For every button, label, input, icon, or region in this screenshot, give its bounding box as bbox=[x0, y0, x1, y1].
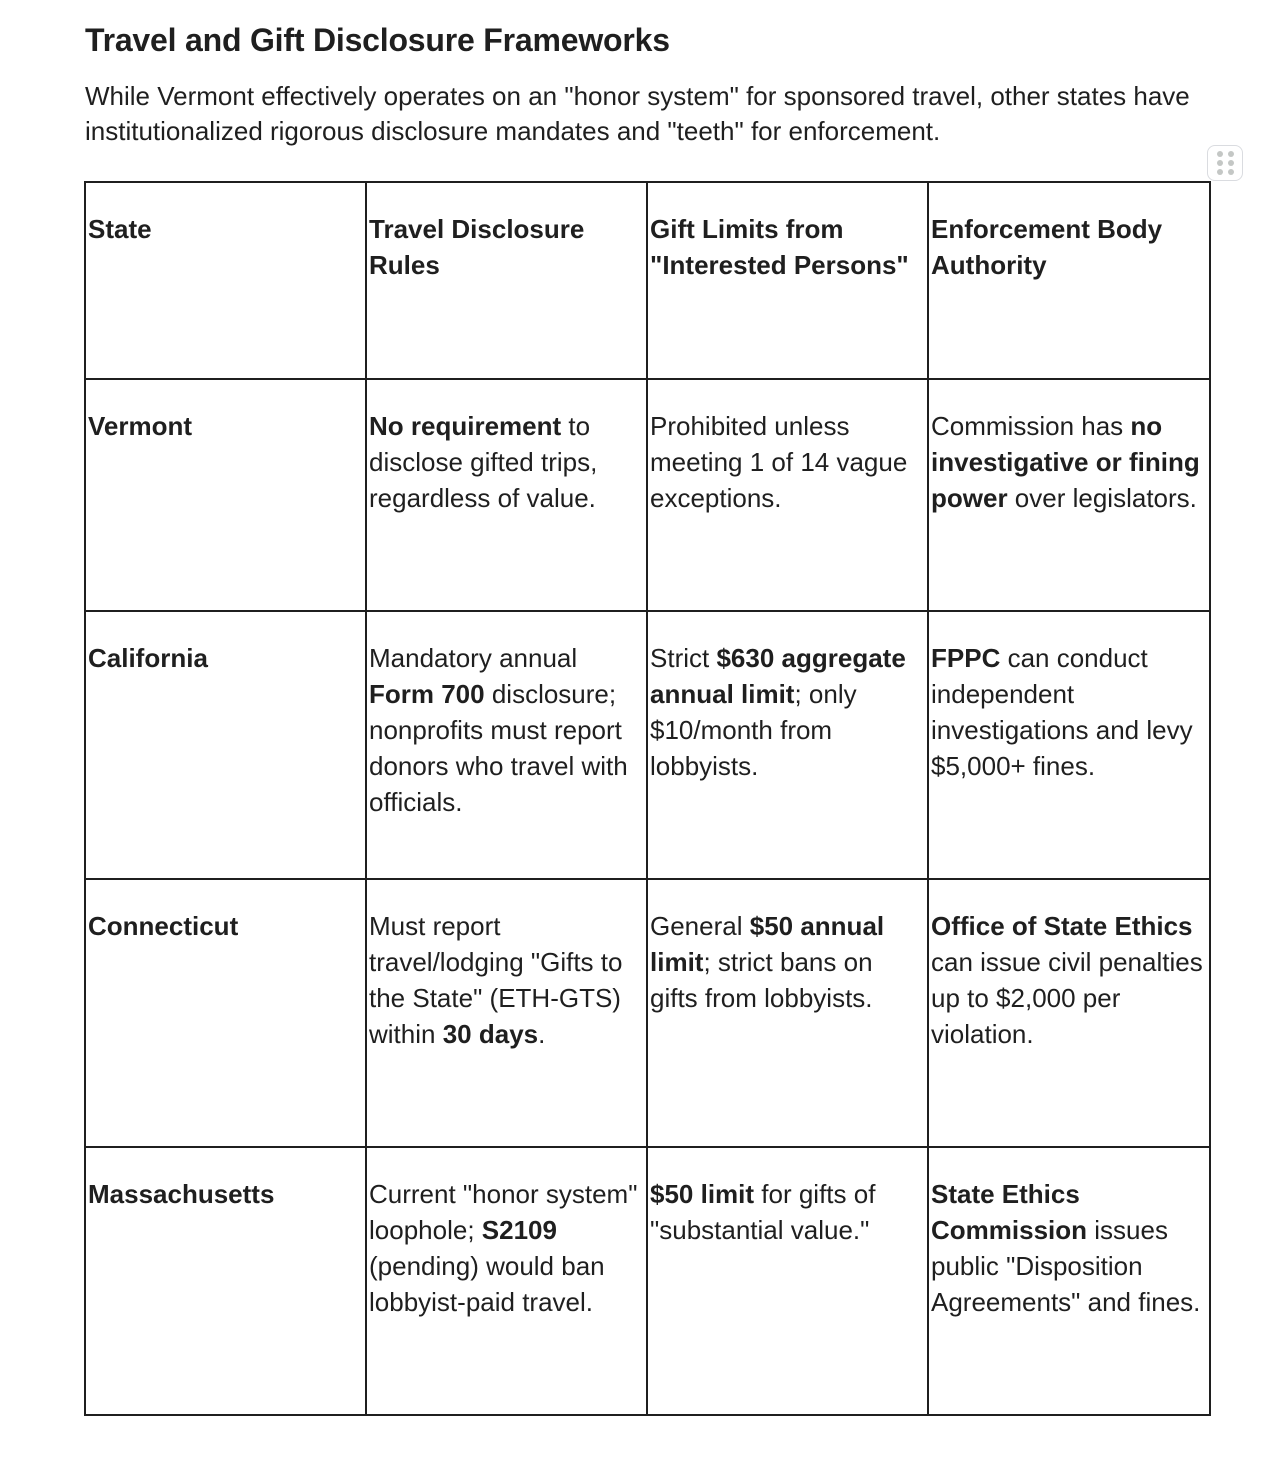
cell-text: Current "honor system" loophole; bbox=[369, 1179, 638, 1245]
emphasis-text: FPPC bbox=[931, 643, 1001, 673]
table-row bbox=[85, 611, 1210, 879]
cell-text: can conduct independent investigations and levy $5,000+ fines. bbox=[931, 643, 1193, 781]
document-heading: Travel and Gift Disclosure Frameworks bbox=[85, 22, 670, 58]
cell-text: can issue civil penalties up to $2,000 per violation. bbox=[931, 947, 1203, 1049]
cell-gifts bbox=[647, 879, 928, 1147]
emphasis-text: no investigative or fining power bbox=[931, 411, 1200, 513]
drag-dot bbox=[1228, 151, 1234, 157]
emphasis-text: 30 days bbox=[442, 1019, 539, 1049]
table-row bbox=[85, 1147, 1210, 1415]
emphasis-text: No requirement bbox=[369, 411, 562, 441]
header-state: State bbox=[85, 182, 366, 379]
table-header-row bbox=[85, 182, 1210, 379]
cell-travel bbox=[366, 1147, 647, 1415]
cell-text: ; only $10/month from lobbyists. bbox=[650, 679, 857, 781]
cell-text: Strict bbox=[650, 643, 717, 673]
emphasis-text: $630 aggregate annual limit bbox=[650, 643, 906, 709]
emphasis-text: State Ethics Commission bbox=[931, 1179, 1088, 1245]
cell-text: . bbox=[538, 1019, 546, 1049]
cell-text: issues public "Disposition Agreements" and fines. bbox=[931, 1215, 1201, 1317]
cell-state: Vermont bbox=[85, 379, 366, 611]
cell-gifts bbox=[647, 379, 928, 611]
cell-gifts bbox=[647, 611, 928, 879]
drag-dot bbox=[1228, 169, 1234, 175]
cell-text: Mandatory annual bbox=[369, 643, 578, 673]
cell-travel bbox=[366, 879, 647, 1147]
emphasis-text: Form 700 bbox=[369, 679, 485, 709]
cell-enforcement bbox=[928, 1147, 1210, 1415]
table-row bbox=[85, 379, 1210, 611]
header-gift-limits: Gift Limits from "Interested Persons" bbox=[647, 182, 928, 379]
cell-travel bbox=[366, 611, 647, 879]
drag-dot bbox=[1217, 160, 1223, 166]
emphasis-text: Office of State Ethics bbox=[931, 911, 1193, 941]
cell-text: (pending) would ban lobbyist-paid travel. bbox=[369, 1251, 605, 1317]
cell-text: Prohibited unless meeting 1 of 14 vague exceptions. bbox=[650, 411, 908, 513]
cell-enforcement bbox=[928, 379, 1210, 611]
cell-text: Must report travel/lodging "Gifts to the State" (ETH-GTS) within bbox=[369, 911, 623, 1049]
emphasis-text: $50 limit bbox=[650, 1179, 755, 1209]
cell-state: Connecticut bbox=[85, 879, 366, 1147]
cell-travel bbox=[366, 379, 647, 611]
cell-text: for gifts of "substantial value." bbox=[650, 1179, 876, 1245]
emphasis-text: S2109 bbox=[481, 1215, 557, 1245]
drag-handle-icon[interactable] bbox=[1207, 145, 1243, 181]
intro-paragraph: While Vermont effectively operates on an "honor system" for sponsored travel, other states have institutionalized rigorous disclosure mandates and "teeth" for enforcement. bbox=[85, 81, 1190, 146]
cell-text: ; strict bans on gifts from lobbyists. bbox=[650, 947, 873, 1013]
drag-dot bbox=[1228, 160, 1234, 166]
cell-text: Commission has bbox=[931, 411, 1131, 441]
cell-state: California bbox=[85, 611, 366, 879]
header-enforcement: Enforcement Body Authority bbox=[928, 182, 1210, 379]
cell-text: over legislators. bbox=[1007, 483, 1197, 513]
emphasis-text: $50 annual limit bbox=[650, 911, 885, 977]
header-travel-disclosure: Travel Disclosure Rules bbox=[366, 182, 647, 379]
cell-gifts bbox=[647, 1147, 928, 1415]
disclosure-table bbox=[84, 181, 1211, 1416]
table-row bbox=[85, 879, 1210, 1147]
drag-dot bbox=[1217, 151, 1223, 157]
cell-text: disclosure; nonprofits must report donors who travel with officials. bbox=[369, 679, 628, 817]
cell-enforcement bbox=[928, 611, 1210, 879]
drag-dot bbox=[1217, 169, 1223, 175]
cell-enforcement bbox=[928, 879, 1210, 1147]
cell-text: General bbox=[650, 911, 750, 941]
cell-state: Massachusetts bbox=[85, 1147, 366, 1415]
cell-text: to disclose gifted trips, regardless of value. bbox=[369, 411, 598, 513]
